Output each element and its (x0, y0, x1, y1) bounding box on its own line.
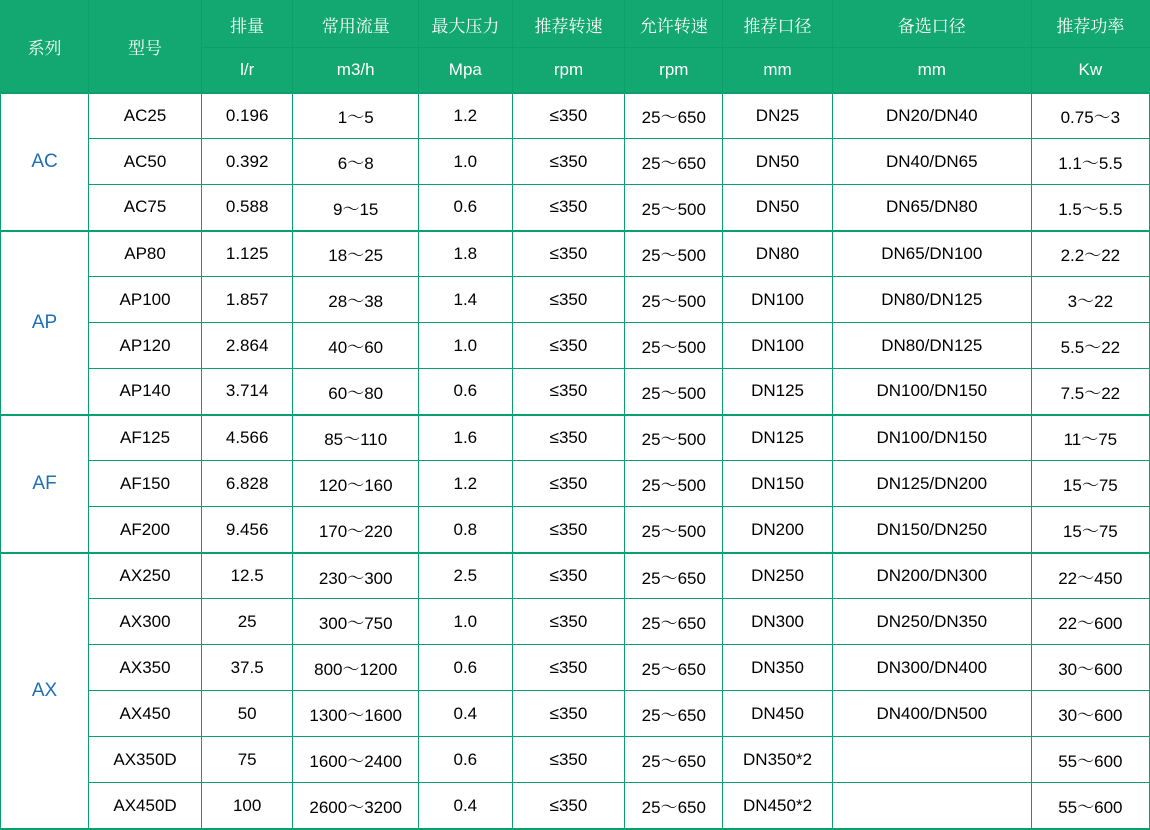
cell-flow: 230～300 (293, 553, 419, 599)
cell-series: AC (1, 93, 89, 231)
column-unit-recommended-diameter: mm (723, 48, 833, 93)
cell-alternate-diameter (832, 783, 1031, 829)
cell-model: AF200 (89, 507, 202, 553)
cell-flow: 1300～1600 (293, 691, 419, 737)
column-unit-allowed-speed: rpm (625, 48, 723, 93)
cell-alternate-diameter: DN100/DN150 (832, 415, 1031, 461)
cell-recommended-speed: ≤350 (512, 783, 625, 829)
cell-allowed-speed: 25～500 (625, 415, 723, 461)
cell-flow: 18～25 (293, 231, 419, 277)
cell-recommended-power: 11～75 (1031, 415, 1149, 461)
cell-flow: 120～160 (293, 461, 419, 507)
table-row (1, 415, 1150, 461)
cell-pressure: 0.4 (419, 691, 513, 737)
cell-recommended-power: 1.1～5.5 (1031, 139, 1149, 185)
table-header (1, 1, 1150, 93)
cell-allowed-speed: 25～500 (625, 231, 723, 277)
cell-recommended-power: 15～75 (1031, 507, 1149, 553)
cell-displacement: 75 (201, 737, 292, 783)
cell-recommended-power: 15～75 (1031, 461, 1149, 507)
cell-model: AX450D (89, 783, 202, 829)
cell-alternate-diameter: DN250/DN350 (832, 599, 1031, 645)
cell-recommended-speed: ≤350 (512, 415, 625, 461)
cell-flow: 6～8 (293, 139, 419, 185)
cell-displacement: 0.588 (201, 185, 292, 231)
cell-model: AP100 (89, 277, 202, 323)
cell-alternate-diameter: DN400/DN500 (832, 691, 1031, 737)
cell-displacement: 3.714 (201, 369, 292, 415)
table-row (1, 93, 1150, 139)
cell-pressure: 0.4 (419, 783, 513, 829)
cell-recommended-speed: ≤350 (512, 185, 625, 231)
column-header-recommended-speed: 推荐转速 (512, 1, 625, 48)
cell-allowed-speed: 25～500 (625, 461, 723, 507)
cell-allowed-speed: 25～650 (625, 93, 723, 139)
cell-alternate-diameter: DN65/DN100 (832, 231, 1031, 277)
table-row (1, 783, 1150, 829)
column-unit-alternate-diameter: mm (832, 48, 1031, 93)
table-row (1, 599, 1150, 645)
cell-recommended-speed: ≤350 (512, 139, 625, 185)
cell-recommended-diameter: DN125 (723, 369, 833, 415)
cell-displacement: 2.864 (201, 323, 292, 369)
column-header-series: 系列 (1, 1, 89, 93)
cell-allowed-speed: 25～650 (625, 783, 723, 829)
cell-recommended-speed: ≤350 (512, 507, 625, 553)
cell-recommended-power: 55～600 (1031, 737, 1149, 783)
cell-displacement: 25 (201, 599, 292, 645)
cell-allowed-speed: 25～500 (625, 323, 723, 369)
cell-recommended-power: 7.5～22 (1031, 369, 1149, 415)
cell-recommended-power: 30～600 (1031, 691, 1149, 737)
cell-alternate-diameter: DN125/DN200 (832, 461, 1031, 507)
table-row (1, 277, 1150, 323)
cell-recommended-diameter: DN50 (723, 139, 833, 185)
cell-model: AF125 (89, 415, 202, 461)
cell-pressure: 1.2 (419, 461, 513, 507)
cell-recommended-power: 55～600 (1031, 783, 1149, 829)
cell-recommended-power: 0.75～3 (1031, 93, 1149, 139)
cell-recommended-diameter: DN350 (723, 645, 833, 691)
cell-model: AX350 (89, 645, 202, 691)
cell-alternate-diameter: DN80/DN125 (832, 277, 1031, 323)
cell-displacement: 37.5 (201, 645, 292, 691)
table-row (1, 461, 1150, 507)
cell-recommended-speed: ≤350 (512, 737, 625, 783)
cell-recommended-power: 5.5～22 (1031, 323, 1149, 369)
table-row (1, 139, 1150, 185)
column-header-model: 型号 (89, 1, 202, 93)
cell-recommended-diameter: DN100 (723, 323, 833, 369)
cell-displacement: 1.857 (201, 277, 292, 323)
cell-pressure: 2.5 (419, 553, 513, 599)
cell-recommended-speed: ≤350 (512, 277, 625, 323)
cell-pressure: 0.8 (419, 507, 513, 553)
column-unit-recommended-power: Kw (1031, 48, 1149, 93)
table-row (1, 323, 1150, 369)
cell-recommended-speed: ≤350 (512, 323, 625, 369)
cell-displacement: 0.196 (201, 93, 292, 139)
cell-series: AP (1, 231, 89, 415)
cell-recommended-diameter: DN150 (723, 461, 833, 507)
cell-displacement: 12.5 (201, 553, 292, 599)
table-row (1, 185, 1150, 231)
cell-pressure: 0.6 (419, 185, 513, 231)
cell-flow: 2600～3200 (293, 783, 419, 829)
cell-recommended-speed: ≤350 (512, 645, 625, 691)
cell-recommended-speed: ≤350 (512, 231, 625, 277)
cell-alternate-diameter: DN150/DN250 (832, 507, 1031, 553)
cell-alternate-diameter: DN80/DN125 (832, 323, 1031, 369)
cell-recommended-speed: ≤350 (512, 93, 625, 139)
cell-series: AF (1, 415, 89, 553)
column-header-recommended-diameter: 推荐口径 (723, 1, 833, 48)
cell-displacement: 4.566 (201, 415, 292, 461)
column-unit-displacement: l/r (201, 48, 292, 93)
cell-model: AC50 (89, 139, 202, 185)
cell-recommended-diameter: DN125 (723, 415, 833, 461)
cell-alternate-diameter: DN300/DN400 (832, 645, 1031, 691)
cell-alternate-diameter: DN20/DN40 (832, 93, 1031, 139)
table-row (1, 553, 1150, 599)
cell-recommended-diameter: DN50 (723, 185, 833, 231)
cell-recommended-power: 22～450 (1031, 553, 1149, 599)
cell-pressure: 1.0 (419, 323, 513, 369)
cell-pressure: 1.4 (419, 277, 513, 323)
cell-allowed-speed: 25～650 (625, 645, 723, 691)
cell-pressure: 1.6 (419, 415, 513, 461)
column-header-allowed-speed: 允许转速 (625, 1, 723, 48)
cell-pressure: 1.0 (419, 139, 513, 185)
cell-flow: 28～38 (293, 277, 419, 323)
cell-flow: 40～60 (293, 323, 419, 369)
column-unit-recommended-speed: rpm (512, 48, 625, 93)
cell-recommended-speed: ≤350 (512, 553, 625, 599)
cell-allowed-speed: 25～650 (625, 737, 723, 783)
cell-recommended-diameter: DN100 (723, 277, 833, 323)
cell-allowed-speed: 25～650 (625, 691, 723, 737)
cell-series: AX (1, 553, 89, 829)
column-header-alternate-diameter: 备选口径 (832, 1, 1031, 48)
cell-alternate-diameter: DN100/DN150 (832, 369, 1031, 415)
cell-recommended-power: 22～600 (1031, 599, 1149, 645)
cell-model: AX450 (89, 691, 202, 737)
table-row (1, 231, 1150, 277)
cell-allowed-speed: 25～500 (625, 369, 723, 415)
cell-pressure: 0.6 (419, 645, 513, 691)
cell-recommended-power: 3～22 (1031, 277, 1149, 323)
cell-recommended-diameter: DN80 (723, 231, 833, 277)
cell-recommended-power: 1.5～5.5 (1031, 185, 1149, 231)
table-row (1, 369, 1150, 415)
cell-recommended-diameter: DN300 (723, 599, 833, 645)
cell-displacement: 1.125 (201, 231, 292, 277)
cell-recommended-diameter: DN450 (723, 691, 833, 737)
cell-recommended-speed: ≤350 (512, 461, 625, 507)
table-row (1, 691, 1150, 737)
cell-recommended-diameter: DN350*2 (723, 737, 833, 783)
cell-allowed-speed: 25～650 (625, 139, 723, 185)
cell-recommended-power: 30～600 (1031, 645, 1149, 691)
cell-alternate-diameter: DN65/DN80 (832, 185, 1031, 231)
cell-recommended-diameter: DN200 (723, 507, 833, 553)
cell-model: AX350D (89, 737, 202, 783)
cell-pressure: 0.6 (419, 369, 513, 415)
cell-recommended-speed: ≤350 (512, 691, 625, 737)
cell-alternate-diameter (832, 737, 1031, 783)
table-body (1, 93, 1150, 830)
cell-pressure: 1.8 (419, 231, 513, 277)
cell-recommended-diameter: DN250 (723, 553, 833, 599)
cell-recommended-power: 2.2～22 (1031, 231, 1149, 277)
column-header-recommended-power: 推荐功率 (1031, 1, 1149, 48)
cell-displacement: 50 (201, 691, 292, 737)
header-row-labels (1, 1, 1150, 48)
cell-allowed-speed: 25～500 (625, 185, 723, 231)
cell-recommended-speed: ≤350 (512, 599, 625, 645)
cell-model: AX250 (89, 553, 202, 599)
cell-flow: 60～80 (293, 369, 419, 415)
cell-displacement: 100 (201, 783, 292, 829)
column-header-flow: 常用流量 (293, 1, 419, 48)
cell-displacement: 6.828 (201, 461, 292, 507)
column-header-pressure: 最大压力 (419, 1, 513, 48)
cell-model: AX300 (89, 599, 202, 645)
cell-flow: 1～5 (293, 93, 419, 139)
cell-alternate-diameter: DN200/DN300 (832, 553, 1031, 599)
cell-pressure: 0.6 (419, 737, 513, 783)
table-row (1, 737, 1150, 783)
cell-model: AP120 (89, 323, 202, 369)
cell-displacement: 9.456 (201, 507, 292, 553)
cell-displacement: 0.392 (201, 139, 292, 185)
cell-alternate-diameter: DN40/DN65 (832, 139, 1031, 185)
table-row (1, 507, 1150, 553)
cell-pressure: 1.0 (419, 599, 513, 645)
cell-model: AF150 (89, 461, 202, 507)
cell-flow: 9～15 (293, 185, 419, 231)
cell-flow: 300～750 (293, 599, 419, 645)
column-unit-flow: m3/h (293, 48, 419, 93)
cell-model: AC25 (89, 93, 202, 139)
column-unit-pressure: Mpa (419, 48, 513, 93)
cell-recommended-diameter: DN25 (723, 93, 833, 139)
cell-recommended-speed: ≤350 (512, 369, 625, 415)
column-header-displacement: 排量 (201, 1, 292, 48)
cell-allowed-speed: 25～500 (625, 277, 723, 323)
table-row (1, 645, 1150, 691)
cell-model: AC75 (89, 185, 202, 231)
cell-flow: 800～1200 (293, 645, 419, 691)
cell-recommended-diameter: DN450*2 (723, 783, 833, 829)
cell-pressure: 1.2 (419, 93, 513, 139)
cell-allowed-speed: 25～650 (625, 599, 723, 645)
cell-flow: 170～220 (293, 507, 419, 553)
cell-allowed-speed: 25～500 (625, 507, 723, 553)
cell-allowed-speed: 25～650 (625, 553, 723, 599)
cell-flow: 1600～2400 (293, 737, 419, 783)
cell-model: AP80 (89, 231, 202, 277)
cell-model: AP140 (89, 369, 202, 415)
cell-flow: 85～110 (293, 415, 419, 461)
